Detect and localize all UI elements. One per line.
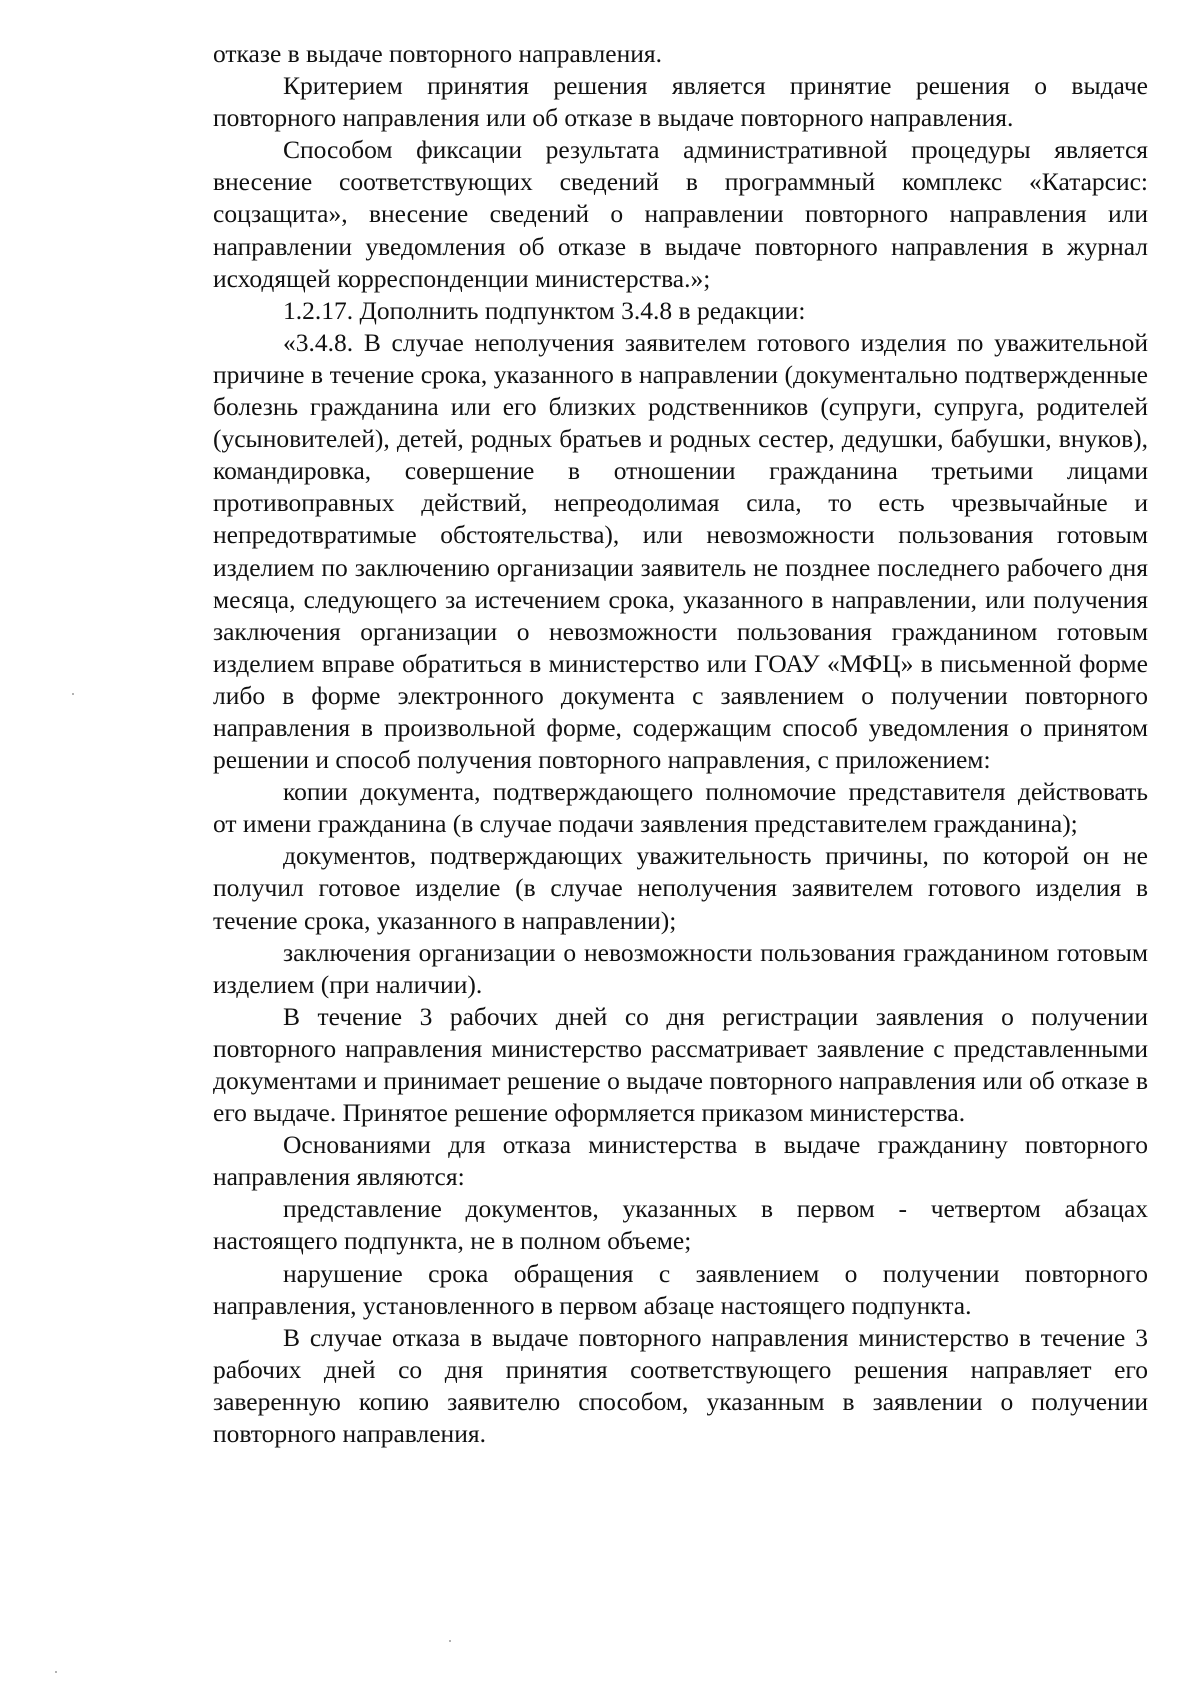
scan-speck <box>55 1671 57 1673</box>
paragraph-refusal-notification: В случае отказа в выдаче повторного направления министерство в течение 3 рабочих дней со дня принятия соответствующего решения направляет его заверенную копию заявителю способом, указанным в заявлении о получении повторного направления. <box>213 1322 1148 1449</box>
paragraph-ground-incomplete-documents: представление документов, указанных в первом - четвертом абзацах настоящего подпункта, не в полном объеме; <box>213 1194 1148 1256</box>
paragraph-attachment-valid-reason: документов, подтверждающих уважительность причины, по которой он не получил готовое изделие (в случае неполучения заявителем готового изделия в течение срока, указанного в направлении); <box>213 841 1148 935</box>
paragraph-result-recording: Способом фиксации результата административной процедуры является внесение соответствующих сведений в программный комплекс «Катарсис: соцзащита», внесение сведений о направлении повторного направления или направлении уведомления об отказе в выдаче повторного направления в журнал исходящей корреспонденции министерства.»; <box>213 135 1148 293</box>
paragraph-attachment-representative: копии документа, подтверждающего полномочие представителя действовать от имени гражданина (в случае подачи заявления представителем гражданина); <box>213 777 1148 839</box>
paragraph-ground-missed-deadline: нарушение срока обращения с заявлением о получении повторного направления, установленного в первом абзаце настоящего подпункта. <box>213 1258 1148 1320</box>
scan-speck <box>72 693 74 695</box>
paragraph-amendment-1-2-17: 1.2.17. Дополнить подпунктом 3.4.8 в редакции: <box>283 295 806 325</box>
paragraph-continuation: отказе в выдаче повторного направления. <box>213 39 662 68</box>
document-page <box>213 38 1148 1450</box>
paragraph-review-period: В течение 3 рабочих дней со дня регистрации заявления о получении повторного направления министерство рассматривает заявление с представленными документами и принимает решение о выдаче повторного направления или об отказе в его выдаче. Принятое решение оформляется приказом министерства. <box>213 1001 1148 1128</box>
paragraph-decision-criterion: Критерием принятия решения является принятие решения о выдаче повторного направления или об отказе в выдаче повторного направления. <box>213 71 1148 133</box>
paragraph-subclause-3-4-8: «3.4.8. В случае неполучения заявителем готового изделия по уважительной причине в течение срока, указанного в направлении (документально подтвержденные болезнь гражданина или его близких родственников (супруги, супруга, родителей (усыновителей), детей, родных братьев и родных сестер, дедушки, бабушки, внуков), командировка, совершение в отношении гражданина третьими лицами противоправных действий, непреодолимая сила, то есть чрезвычайные и непредотвратимые обстоятельства), или невозможности пользования готовым изделием по заключению организации заявитель не позднее последнего рабочего дня месяца, следующего за истечением срока, указанного в направлении, или получения заключения организации о невозможности пользования гражданином готовым изделием вправе обратиться в министерство или ГОАУ «МФЦ» в письменной форме либо в форме электронного документа с заявлением о получении повторного направления в произвольной форме, содержащим способ уведомления о принятом решении и способ получения повторного направления, с приложением: <box>213 327 1148 775</box>
scan-speck <box>449 1640 451 1642</box>
paragraph-refusal-grounds: Основаниями для отказа министерства в выдаче гражданину повторного направления являются: <box>213 1130 1148 1192</box>
paragraph-attachment-conclusion: заключения организации о невозможности пользования гражданином готовым изделием (при наличии). <box>213 937 1148 999</box>
